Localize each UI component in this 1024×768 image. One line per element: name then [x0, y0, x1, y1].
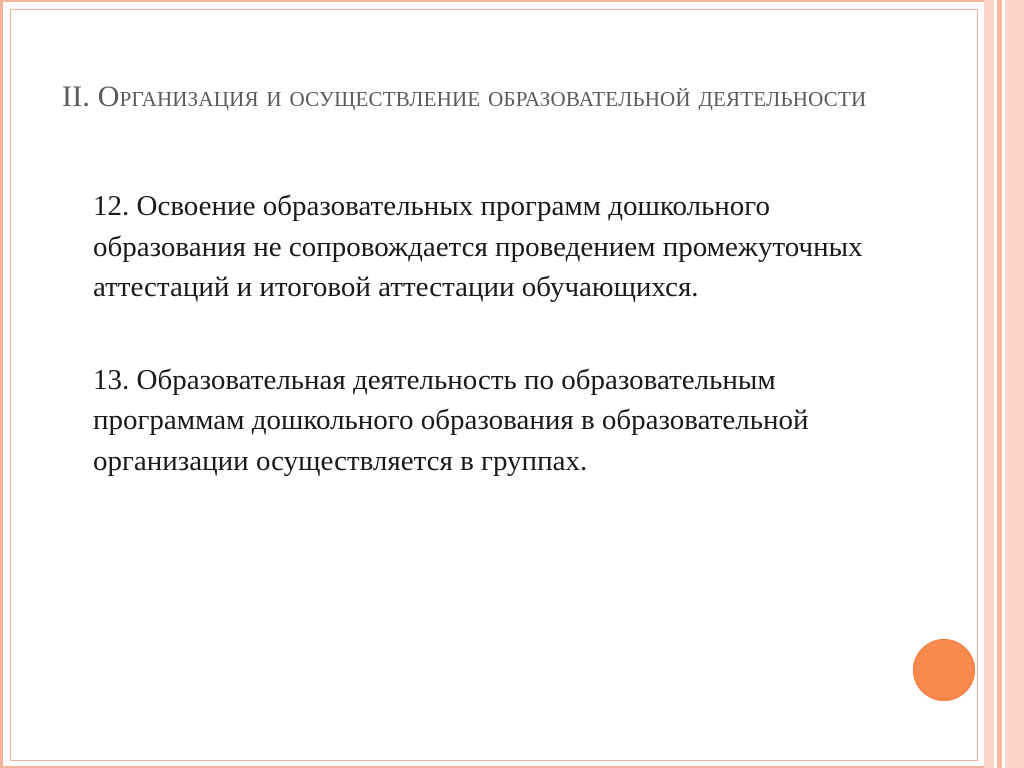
decorative-stripe	[984, 0, 994, 768]
slide-title: II. Организация и осуществление образовательной деятельности	[62, 80, 867, 113]
slide-body	[93, 186, 893, 481]
decorative-stripe	[1005, 0, 1024, 768]
decorative-circle-icon	[913, 639, 975, 701]
paragraph-12: 12. Освоение образовательных программ дошкольного образования не сопровождается проведением промежуточных аттестаций и итоговой аттестации обучающихся.	[93, 190, 863, 303]
paragraph-13: 13. Образовательная деятельность по образовательным программам дошкольного образования в образовательной организации осуществляется в группах.	[93, 363, 809, 477]
